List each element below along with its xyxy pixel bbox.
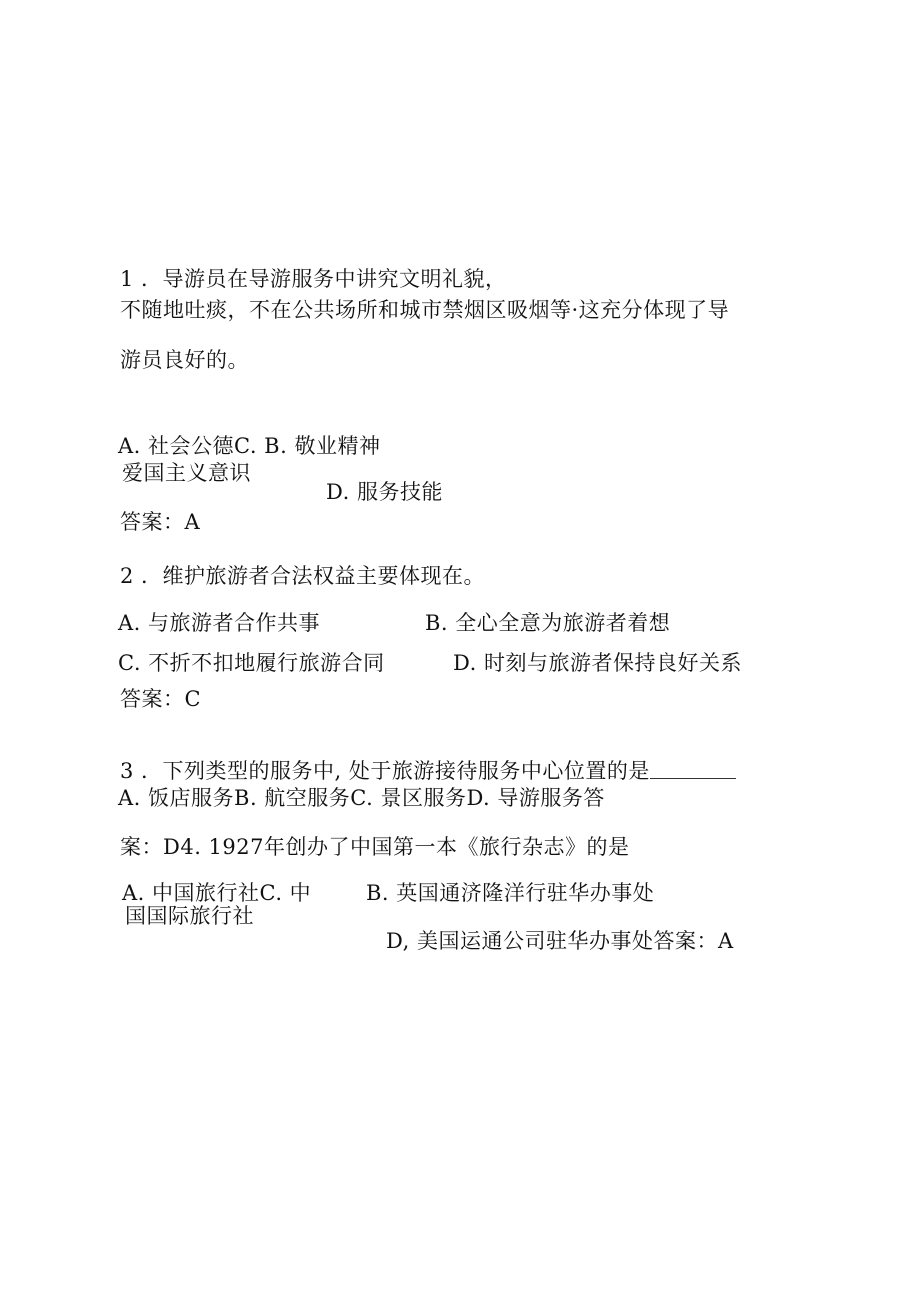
q1-option-c-continued: 爱国主义意识 [122,461,251,485]
q1-answer: 答案：A [120,510,201,534]
q2-option-c: C. 不折不扣地履行旅游合同 [118,651,385,675]
q1-option-d: D. 服务技能 [326,480,443,504]
q1-stem-line3: 游员良好的。 [120,348,249,372]
q2-option-d: D. 时刻与旅游者保持良好关系 [453,651,742,675]
q3-answer-blank [650,778,736,779]
q1-option-a-c-b: A. 社会公德C. B. 敬业精神 [118,434,381,458]
q2-option-a: A. 与旅游者合作共事 [118,611,321,635]
q4-option-c-continued: 国国际旅行社 [125,904,254,928]
q2-stem: 2 ．维护旅游者合法权益主要体现在。 [120,564,486,588]
q2-answer: 答案：C [120,687,202,711]
q3-answer-q4-stem: 案：D4. 1927年创办了中国第一本《旅行杂志》的是 [120,835,630,859]
q4-option-d-answer: D, 美国运通公司驻华办事处答案：A [386,929,734,953]
q3-options: A. 饭店服务B. 航空服务C. 景区服务D. 导游服务答 [118,786,605,810]
q3-stem: 3 ．下列类型的服务中, 处于旅游接待服务中心位置的是 [120,759,650,783]
q4-option-b: B. 英国通济隆洋行驻华办事处 [366,881,655,905]
q4-option-a-c: A. 中国旅行社C. 中 [122,881,312,905]
q1-stem-line1: 1 ．导游员在导游服务中讲究文明礼貌， [120,267,507,291]
q1-stem-line2: 不随地吐痰，不在公共场所和城市禁烟区吸烟等·这充分体现了导 [120,298,730,322]
q2-option-b: B. 全心全意为旅游者着想 [425,611,671,635]
